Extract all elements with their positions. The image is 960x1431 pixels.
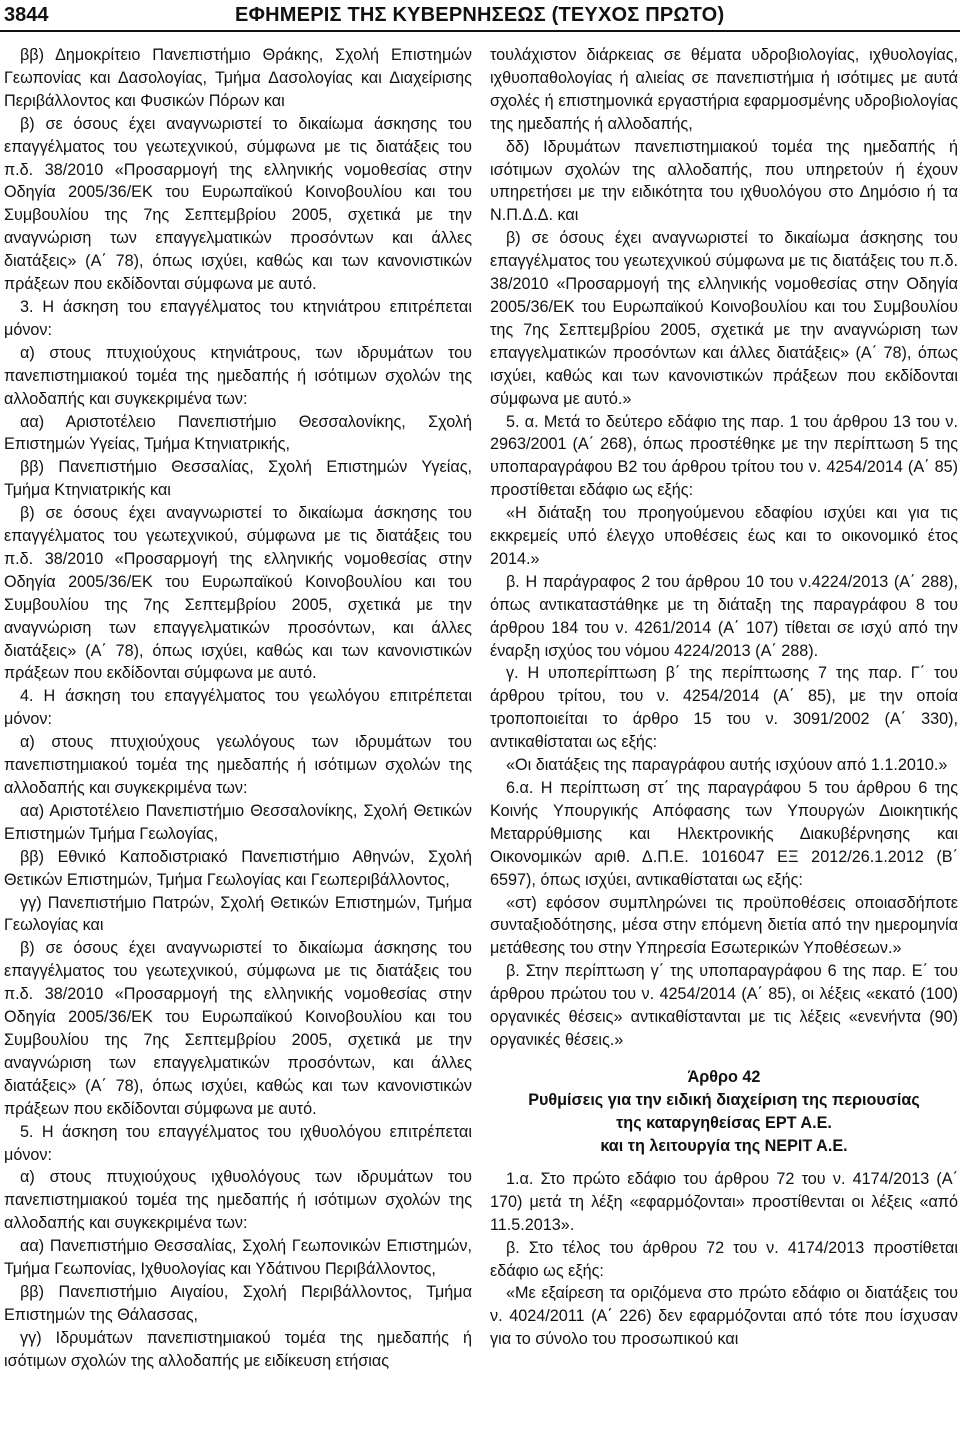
article-title-line: και τη λειτουργία της ΝΕΡΙΤ Α.Ε. <box>600 1136 848 1155</box>
paragraph: ββ) Δημοκρίτειο Πανεπιστήμιο Θράκης, Σχολή Επιστημών Γεωπονίας και Δασολογίας, Τμήμα Δασολογίας και Διαχείρισης Περιβάλλοντος και Φυσικών Πόρων και <box>4 46 472 110</box>
paragraph: «Η διάταξη του προηγούμενου εδαφίου ισχύει και για τις εκκρεμείς υπό έλεγχο υποθέσεις έως και το οικονομικό έτος 2014.» <box>490 504 958 568</box>
paragraph: β) σε όσους έχει αναγνωριστεί το δικαίωμα άσκησης του επαγγέλματος του γεωτεχνικού, σύμφωνα με τις διατάξεις του π.δ. 38/2010 «Προσαρμογή της ελληνικής νομοθεσίας στην Οδηγία 2005/36/ΕΚ του Ευρωπαϊκού Κοινοβουλίου και του Συμβουλίου της 7ης Σεπτεμβρίου 2005, σχετικά με την αναγνώριση των επαγγελματικών προσόντων, και άλλες διατάξεις» (Α΄ 78), όπως ισχύει, καθώς και των κανονιστικών πράξεων που εκδίδονται σύμφωνα με αυτό. <box>4 504 472 683</box>
paragraph: αα) Αριστοτέλειο Πανεπιστήμιο Θεσσαλονίκης, Σχολή Θετικών Επιστημών Τμήμα Γεωλογίας, <box>4 801 472 843</box>
page-header <box>0 0 960 32</box>
paragraph: γγ) Πανεπιστήμιο Πατρών, Σχολή Θετικών Επιστημών, Τμήμα Γεωλογίας και <box>4 893 472 935</box>
article-heading <box>490 1066 958 1158</box>
page-number: 3844 <box>4 4 49 26</box>
left-column <box>4 44 472 1429</box>
right-column <box>490 44 958 1429</box>
paragraph: 5. α. Μετά το δεύτερο εδάφιο της παρ. 1 του άρθρου 13 του ν. 2963/2001 (Α΄ 268), όπως προστέθηκε με την περίπτωση 5 της υποπαραγράφου Β2 του άρθρου τρίτου του ν. 4254/2014 (Α΄ 85) προστίθεται εδάφιο ως εξής: <box>490 412 958 500</box>
paragraph: ββ) Πανεπιστήμιο Αιγαίου, Σχολή Περιβάλλοντος, Τμήμα Επιστημών της Θάλασσας, <box>4 1282 472 1324</box>
paragraph: 6.α. Η περίπτωση στ΄ της παραγράφου 5 του άρθρου 6 της Κοινής Υπουργικής Απόφασης των Υπουργών Διοικητικής Μεταρρύθμισης και Ηλεκτρονικής Διακυβέρνησης και Οικονομικών αριθ. Δ.Π.Ε. 1016047 ΕΞ 2012/26.1.2012 (Β΄ 6597), όπως ισχύει, αντικαθίσταται ως εξής: <box>490 779 958 889</box>
paragraph: α) στους πτυχιούχους γεωλόγους των ιδρυμάτων του πανεπιστημιακού τομέα της ημεδαπής ή ισότιμων σχολών της αλλοδαπής και συγκεκριμένα των: <box>4 733 472 797</box>
running-title: ΕΦΗΜΕΡΙΣ ΤΗΣ ΚΥΒΕΡΝΗΣΕΩΣ (ΤΕΥΧΟΣ ΠΡΩΤΟ) <box>235 4 725 26</box>
paragraph: ββ) Πανεπιστήμιο Θεσσαλίας, Σχολή Επιστημών Υγείας, Τμήμα Κτηνιατρικής και <box>4 458 472 500</box>
paragraph: β. Στην περίπτωση γ΄ της υποπαραγράφου 6 της παρ. Ε΄ του άρθρου πρώτου του ν. 4254/2014 (Α΄ 85), οι λέξεις «εκατό (100) οργανικές θέσεις» αντικαθίστανται με τις λέξεις «ενενήντα (90) οργανικές θέσεις.» <box>490 962 958 1049</box>
paragraph: αα) Πανεπιστήμιο Θεσσαλίας, Σχολή Γεωπονικών Επιστημών, Τμήμα Γεωπονίας, Ιχθυολογίας και Υδάτινου Περιβάλλοντος, <box>4 1237 472 1279</box>
paragraph: τουλάχιστον διάρκειας σε θέματα υδροβιολογίας, ιχθυολογίας, ιχθυοπαθολογίας ή αλιείας σε πανεπιστήμια ή ισότιμες με αυτά σχολές ή επιστημονικά εργαστήρια εφαρμοσμένης υδροβιολογίας της ημεδαπής ή αλλοδαπής, <box>490 46 958 133</box>
paragraph: α) στους πτυχιούχους κτηνιάτρους, των ιδρυμάτων του πανεπιστημιακού τομέα της ημεδαπής ή ισότιμων σχολών της αλλοδαπής και συγκεκριμένα των: <box>4 343 472 408</box>
paragraph: ββ) Εθνικό Καποδιστριακό Πανεπιστήμιο Αθηνών, Σχολή Θετικών Επιστημών, Τμήμα Γεωλογίας και Γεωπεριβάλλοντος, <box>4 847 472 889</box>
paragraph: 3. Η άσκηση του επαγγέλματος του κτηνιάτρου επιτρέπεται μόνον: <box>4 297 472 339</box>
paragraph: β. Η παράγραφος 2 του άρθρου 10 του ν.4224/2013 (Α΄ 288), όπως αντικαταστάθηκε με τη διάταξη της παραγράφου 8 του άρθρου 184 του ν. 4261/2014 (Α΄ 107) τίθεται σε ισχύ από την έναρξη ισχύος του νόμου 4224/2013 (Α΄ 288). <box>490 572 958 660</box>
article-title-line: Ρυθμίσεις για την ειδική διαχείριση της περιουσίας <box>528 1090 920 1109</box>
paragraph: «Οι διατάξεις της παραγράφου αυτής ισχύουν από 1.1.2010.» <box>506 756 948 775</box>
paragraph: 4. Η άσκηση του επαγγέλματος του γεωλόγου επιτρέπεται μόνον: <box>4 687 472 729</box>
paragraph: 5. Η άσκηση του επαγγέλματος του ιχθυολόγου επιτρέπεται μόνον: <box>4 1122 472 1164</box>
article-number: Άρθρο 42 <box>687 1067 761 1086</box>
paragraph: αα) Αριστοτέλειο Πανεπιστήμιο Θεσσαλονίκης, Σχολή Επιστημών Υγείας, Τμήμα Κτηνιατρικής, <box>4 412 472 454</box>
article-title-line: της καταργηθείσας ΕΡΤ Α.Ε. <box>616 1113 832 1132</box>
paragraph: «στ) εφόσον συμπληρώνει τις προϋποθέσεις οποιασδήποτε συνταξιοδότησης, μέσα στην επόμενη διετία από την ημερομηνία μετάθεσης του στην Υπηρεσία Εσωτερικών Υποθέσεων.» <box>490 893 958 958</box>
paragraph: γ. Η υποπερίπτωση β΄ της περίπτωσης 7 της παρ. Γ΄ του άρθρου τρίτου, του ν. 4254/2014 (Α΄ 85), με την οποία τροποποιείται το άρθρο 15 του ν. 3091/2002 (Α΄ 330), αντικαθίσταται ως εξής: <box>490 664 958 752</box>
paragraph: β. Στο τέλος του άρθρου 72 του ν. 4174/2013 προστίθεται εδάφιο ως εξής: <box>490 1238 958 1280</box>
paragraph: α) στους πτυχιούχους ιχθυολόγους των ιδρυμάτων του πανεπιστημιακού τομέα της ημεδαπής ή ισότιμων σχολών της αλλοδαπής και συγκεκριμένα των: <box>4 1168 472 1233</box>
right-column-top <box>490 44 958 1052</box>
paragraph: γγ) Ιδρυμάτων πανεπιστημιακού τομέα της ημεδαπής ή ισότιμων σχολών της αλλοδαπής με ειδίκευση ετήσιας <box>4 1328 472 1370</box>
paragraph: δδ) Ιδρυμάτων πανεπιστημιακού τομέα της ημεδαπής ή ισότιμων σχολών της αλλοδαπής, που υπηρετούν ή έχουν υπηρετήσει με την ειδικότητα του ιχθυολόγου στο Δημόσιο ή τα Ν.Π.Δ.Δ. και <box>490 137 958 225</box>
paragraph: 1.α. Στο πρώτο εδάφιο του άρθρου 72 του ν. 4174/2013 (Α΄ 170) μετά τη λέξη «εφαρμόζονται» προστίθενται οι λέξεις «από 11.5.2013». <box>490 1169 958 1234</box>
paragraph: β) σε όσους έχει αναγνωριστεί το δικαίωμα άσκησης του επαγγέλματος του γεωτεχνικού σύμφωνα με τις διατάξεις του π.δ. 38/2010 «Προσαρμογή της ελληνικής νομοθεσίας στην Οδηγία 2005/36/ΕΚ του Ευρωπαϊκού Κοινοβουλίου και του Συμβουλίου της 7ης Σεπτεμβρίου 2005, σχετικά με την αναγνώριση των επαγγελματικών προσόντων και άλλες διατάξεις» (Α΄ 78), όπως ισχύει, καθώς και των κανονιστικών πράξεων που εκδίδονται σύμφωνα με αυτό.» <box>490 229 958 408</box>
paragraph: «Με εξαίρεση τα οριζόμενα στο πρώτο εδάφιο οι διατάξεις του ν. 4024/2011 (Α΄ 226) δεν εφαρμόζονται από τότε που ίσχυσαν για το σύνολο του προσωπικού και <box>490 1284 958 1349</box>
right-column-bottom <box>490 1168 958 1351</box>
paragraph: β) σε όσους έχει αναγνωριστεί το δικαίωμα άσκησης του επαγγέλματος του γεωτεχνικού, σύμφωνα με τις διατάξεις του π.δ. 38/2010 «Προσαρμογή της ελληνικής νομοθεσίας στην Οδηγία 2005/36/ΕΚ του Ευρωπαϊκού Κοινοβουλίου και του Συμβουλίου της 7ης Σεπτεμβρίου 2005, σχετικά με την αναγνώριση των επαγγελματικών προσόντων και άλλες διατάξεις» (Α΄ 78), όπως ισχύει, καθώς και των κανονιστικών πράξεων που εκδίδονται σύμφωνα με αυτό. <box>4 114 472 294</box>
paragraph: β) σε όσους έχει αναγνωριστεί το δικαίωμα άσκησης του επαγγέλματος του γεωτεχνικού, σύμφωνα με τις διατάξεις του π.δ. 38/2010 «Προσαρμογή της ελληνικής νομοθεσίας στην Οδηγία 2005/36/ΕΚ του Ευρωπαϊκού Κοινοβουλίου και του Συμβουλίου της 7ης Σεπτεμβρίου 2005, σχετικά με την αναγνώριση των επαγγελματικών προσόντων, και άλλες διατάξεις» (Α΄ 78), όπως ισχύει, καθώς και των κανονιστικών πράξεων που εκδίδονται σύμφωνα με αυτό. <box>4 939 472 1118</box>
